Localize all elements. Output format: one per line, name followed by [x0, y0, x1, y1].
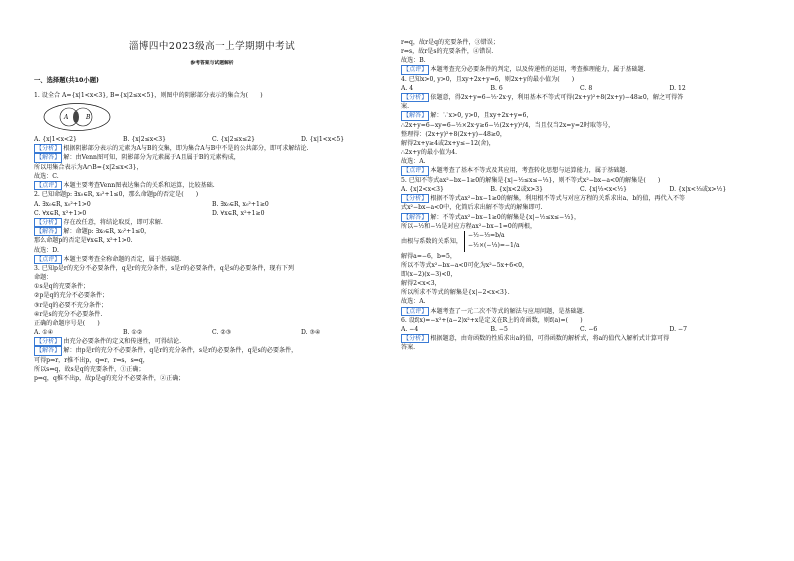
option-a: A. ①④ — [34, 329, 54, 336]
option-c: C. ∀x∈R, x²+1>0 — [34, 209, 87, 217]
q3-ask: 正确的命题序号是( ) — [34, 319, 100, 327]
q3-comment: 本题考查充分必要条件的判定，以及传递性的运用，考查推理能力，属于基础题. — [430, 66, 646, 74]
comment-tag: 【点评】 — [36, 182, 61, 190]
option-c: C. {x|2≤x≤2} — [212, 136, 255, 144]
comment-tag: 【点评】 — [403, 307, 428, 315]
q4-options — [401, 84, 759, 93]
solution-tag: 【解答】 — [36, 228, 61, 236]
solution-tag: 【解答】 — [403, 213, 428, 221]
q5-solution-4: 解得a=−6，b=5， — [401, 252, 456, 260]
q3-solution-4: p⇒q，q推不出p，故p是q的充分不必要条件，②正确； — [34, 375, 185, 383]
q3-item-4: ④r是s的充分不必要条件. — [34, 310, 103, 318]
q1-solution-2: 所以用集合表示为A∩B={x|2≤x<3}， — [34, 163, 143, 171]
q1-options — [34, 135, 390, 144]
option-c: C. −6 — [580, 326, 598, 333]
q6-analysis-2: 答案. — [401, 344, 416, 352]
q2-analysis: 存在改任意，将结论取反，即可求解. — [63, 218, 163, 226]
solution-tag: 【解答】 — [36, 347, 61, 355]
q3-choice: 故选：B. — [401, 57, 426, 65]
q1-comment: 本题主要考查Venn图表达集合的关系和运算，比较基础. — [63, 182, 215, 190]
q5-solution-2: 所以−½和−⅓是对应方程ax²−bx−1=0的两根， — [401, 222, 537, 230]
q4-solution-2: ∴2x+y=6−xy=6−½×2x·y≥6−½(2x+y)²/4，当且仅当2x=y=2时取等号， — [401, 121, 615, 129]
option-b: B. ①② — [123, 329, 143, 336]
equation-system — [464, 231, 520, 252]
page-subtitle: 参考答案与试题解析 — [190, 60, 234, 67]
q3-cont-2: r⇔s，故r是s的充要条件，④错误. — [401, 48, 494, 56]
equation-1: −½−⅓=b/a — [467, 231, 505, 239]
right-column — [401, 38, 759, 353]
analysis-tag: 【分析】 — [403, 195, 428, 203]
q4-solution-3: 整理得：(2x+y)²+8(2x+y)−48≥0， — [401, 130, 506, 138]
q4-solution-1: 解：∵x>0, y>0，且xy+2x+y=6， — [430, 112, 533, 120]
q5-analysis-1: 根据不等式ax²−bx−1≥0的解集，利用根不等式与对应方程的关系求出a、b的值，再代入不等 — [430, 195, 686, 203]
q3-solution-3: 所以s⇔q，故s是q的充要条件，①正确； — [34, 365, 145, 373]
analysis-tag: 【分析】 — [36, 338, 61, 346]
solution-tag: 【解答】 — [403, 112, 428, 120]
section-heading: 一、选择题(共10小题) — [34, 77, 99, 85]
option-d: D. {x|1<x<5} — [301, 136, 345, 144]
q5-comment: 本题考查了一元二次不等式的解法与应用问题，是基础题. — [430, 307, 585, 315]
q6-analysis-1: 根据题意，由奇函数的性质求出a的值，可得函数的解析式，将a的值代入解析式计算可得 — [430, 335, 670, 343]
q3-options — [34, 328, 390, 337]
q5-stem: 5. 已知不等式ax²−bx−1≥0的解集是{x|−½≤x≤−⅓}，则不等式x²−bx−a<0的解集是( ) — [401, 176, 661, 184]
q4-choice: 故选：A. — [401, 158, 426, 166]
comment-tag: 【点评】 — [36, 255, 61, 263]
q5-options — [401, 185, 759, 194]
q1-analysis: 根据阴影部分表示的元素为A与B的交集，即为集合A与B中不是的公共部分，即可求解结论. — [63, 145, 309, 153]
q3-cont-1: r⇔q，故r是q的充要条件，③错误； — [401, 39, 499, 46]
q4-comment: 本题考查了基本不等式及其应用，考查转化思想与运算能力，属于基础题. — [430, 167, 628, 175]
left-column — [34, 0, 390, 383]
option-b: B. −5 — [490, 326, 508, 333]
q3-item-3: ③r是q的必要不充分条件； — [34, 301, 108, 309]
option-d: D. 12 — [669, 84, 686, 92]
analysis-tag: 【分析】 — [403, 335, 428, 343]
option-a: A. {x|1<x<2} — [34, 136, 77, 144]
q2-comment: 本题主要考查全称命题的否定，属于基础题. — [63, 255, 182, 263]
q2-stem: 2. 已知命题p: ∃x₀∈R, x₀²+1≤0，那么命题p的否定是( ) — [34, 191, 199, 199]
q5-solution-3: 由根与系数的关系知， — [401, 237, 462, 245]
comment-tag: 【点评】 — [403, 66, 428, 74]
option-a: A. {x|2<x<3} — [401, 185, 444, 193]
option-a: A. −4 — [401, 326, 419, 333]
q3-solution-2: 可得p⇒r，r推不出p，q⇒r，r⇒s，s⇒q， — [34, 356, 149, 364]
q2-options-row2 — [34, 209, 390, 218]
venn-label-a: A — [64, 114, 69, 122]
q4-solution-5: ∴2x+y的最小值为4. — [401, 149, 458, 157]
q1-stem: 1. 设全合 A={x|1<x<3}, B={x|2≤x<5}，则图中的阴影部分表示的集合为( ) — [34, 91, 263, 99]
comment-tag: 【点评】 — [403, 167, 428, 175]
q3-stem-1: 3. 已知p是r的充分不必要条件，q是r的充分条件，s是r的必要条件，q是s的必要条件，现有下列 — [34, 265, 294, 273]
equation-2: −½×(−⅓)=−1/a — [467, 242, 520, 250]
q5-solution-1: 解：不等式ax²−bx−1≥0的解集是{x|−½≤x≤−⅓}， — [430, 213, 581, 221]
option-b: B. {x|2≤x<3} — [123, 136, 166, 144]
option-b: B. ∃x₀∈R, x₀²+1≥0 — [212, 200, 269, 208]
q3-solution-1: 解：由p是r的充分不必要条件，q是r的充分条件，s是r的必要条件，q是s的必要条件， — [63, 347, 298, 355]
q5-solution-8: 所以所求不等式的解集是{x|−2<x<3}. — [401, 289, 510, 297]
q2-options-row1 — [34, 200, 390, 209]
option-b: B. 6 — [490, 84, 503, 92]
q2-solution-1: 解：命题p: ∃x₀∈R, x₀²+1≤0， — [63, 228, 151, 236]
option-d: D. {x|x<⅓或x>½} — [669, 185, 727, 193]
option-b: B. {x|x<2或x>3} — [490, 185, 544, 193]
q4-solution-4: 解得2x+y≥4或2x+y≤−12(舍)， — [401, 140, 495, 148]
solution-tag: 【解答】 — [36, 154, 61, 162]
q5-solution-7: 解得2<x<3， — [401, 280, 441, 288]
analysis-tag: 【分析】 — [36, 218, 61, 226]
q1-solution-1: 解：由Venn图可知，阴影部分为元素属于A且属于B的元素构成， — [63, 154, 240, 162]
option-a: A. ∃x₀∈R, x₀²+1>0 — [34, 200, 91, 208]
analysis-tag: 【分析】 — [403, 94, 428, 102]
q1-choice: 故选：C. — [34, 172, 59, 180]
option-d: D. −7 — [669, 326, 688, 333]
q6-stem: 6. 设f(x)=−x²+(a−2)x²+x是定义在R上的奇函数，则f(a)=( ) — [401, 316, 583, 324]
option-a: A. 4 — [401, 84, 414, 92]
q4-stem: 4. 已知x>0, y>0，且xy+2x+y=6，则2x+y的最小值为( ) — [401, 75, 575, 83]
q4-analysis-2: 案. — [401, 103, 410, 111]
venn-diagram — [42, 102, 390, 132]
q2-solution-2: 那么命题p的否定是∀x∈R, x²+1>0. — [34, 237, 133, 245]
option-c: C. 8 — [580, 84, 593, 92]
option-d: D. ∀x∈R, x²+1≥0 — [212, 209, 265, 217]
q5-analysis-2: 式x²−bx−a<0中，化简后求出解不等式的解集即可. — [401, 204, 543, 212]
q3-analysis: 由充分必要条件的定义和传递性，可得结论. — [63, 338, 182, 346]
q4-analysis-1: 依题意，得2x+y=6−½·2x·y，利用基本不等式可得(2x+y)²+8(2x+y)−48≥0，解之可得答 — [430, 94, 684, 102]
q5-choice: 故选：A. — [401, 298, 426, 306]
option-c: C. {x|⅓<x<½} — [580, 185, 628, 193]
q5-solution-6: 即(x−2)(x−3)<0， — [401, 270, 457, 278]
analysis-tag: 【分析】 — [36, 145, 61, 153]
q5-solution-5: 所以不等式x²−bx−a<0可化为x²−5x+6<0， — [401, 261, 529, 269]
q2-choice: 故选：D. — [34, 246, 59, 254]
option-c: C. ②③ — [212, 329, 232, 336]
page-title: 淄博四中2023级高一上学期期中考试 — [128, 41, 296, 52]
option-d: D. ③④ — [301, 329, 321, 336]
q6-options — [401, 325, 759, 334]
q3-item-2: ②p是q的充分不必要条件； — [34, 292, 109, 300]
q3-item-1: ①s是q的充要条件； — [34, 283, 90, 291]
venn-label-b: B — [86, 114, 91, 122]
q3-stem-2: 命题： — [34, 274, 53, 282]
